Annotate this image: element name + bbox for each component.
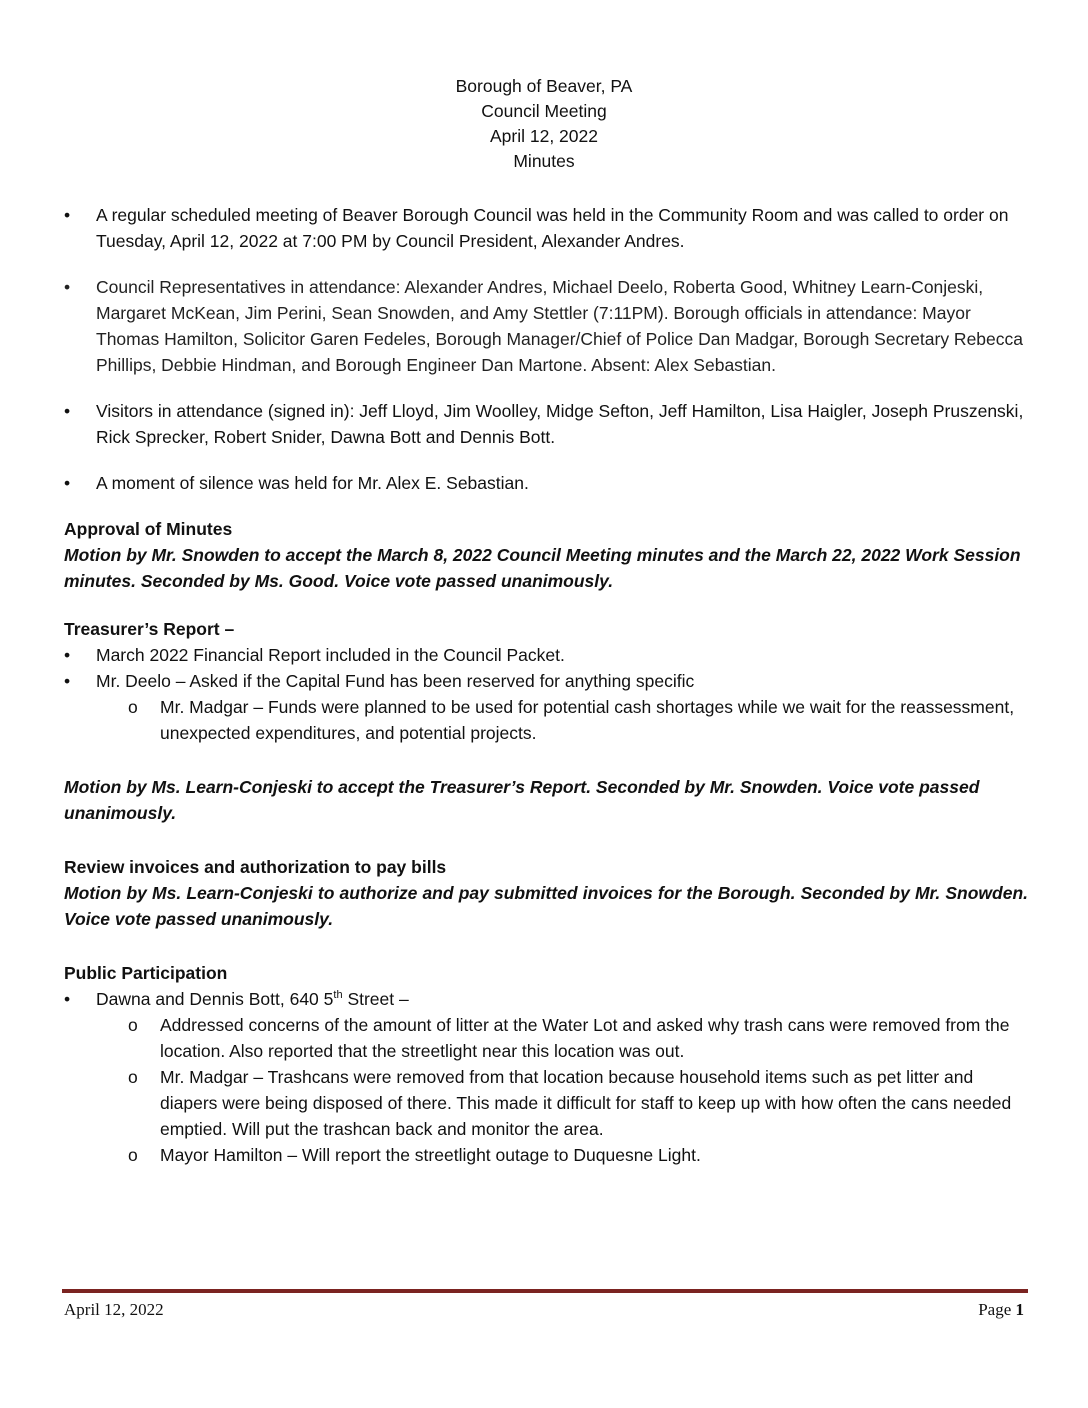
list-item-sup: th bbox=[333, 989, 343, 1002]
footer-divider bbox=[62, 1289, 1028, 1293]
motion-invoices: Motion by Ms. Learn-Conjeski to authorize and pay submitted invoices for the Borough. Seconded by Mr. Snowden. Voice vote passed unanimously. bbox=[64, 883, 1028, 929]
sub-item-text: Mr. Madgar – Funds were planned to be used for potential cash shortages while we wait for the reassessment, unexpected expenditures, and potential projects. bbox=[160, 697, 1015, 743]
footer-page-num: 1 bbox=[1015, 1300, 1024, 1319]
section-title-approval: Approval of Minutes bbox=[64, 519, 233, 539]
section-title-treasurer: Treasurer’s Report – bbox=[64, 619, 235, 639]
document-body bbox=[64, 202, 1028, 1168]
list-item-bott bbox=[64, 986, 1028, 1012]
header-meeting: Council Meeting bbox=[481, 101, 607, 121]
header-date: April 12, 2022 bbox=[490, 126, 598, 146]
sub-item-mayor-streetlight bbox=[64, 1142, 1028, 1168]
bullet-icon: • bbox=[64, 989, 71, 1009]
bullet-icon: • bbox=[64, 401, 71, 421]
bullet-text: A moment of silence was held for Mr. Alex E. Sebastian. bbox=[96, 473, 529, 493]
sub-bullet-icon: o bbox=[128, 697, 138, 717]
bullet-icon: • bbox=[64, 277, 71, 297]
sub-item-madgar-trashcans bbox=[64, 1064, 1028, 1142]
list-item-deelo bbox=[64, 668, 1028, 694]
bullet-text: Council Representatives in attendance: Alexander Andres, Michael Deelo, Roberta Good, Whitney Learn-Conjeski, Margaret McKean, Jim Perini, Sean Snowden, and Amy Stettler (7:11PM). Borough officials in attendance: Mayor Thomas Hamilton, Solicitor Garen Fedeles, Borough Manager/Chief of Police Dan Madgar, Borough Secretary Rebecca Phillips, Debbie Hindman, and Borough Engineer Dan Martone. Absent: Alex Sebastian. bbox=[96, 277, 1023, 375]
list-item-text: Mr. Deelo – Asked if the Capital Fund has been reserved for anything specific bbox=[96, 671, 695, 691]
sub-item-text: Mr. Madgar – Trashcans were removed from that location because household items such as pet litter and diapers were being disposed of there. This made it difficult for staff to keep up with how often the cans needed emptied. Will put the trashcan back and monitor the area. bbox=[160, 1067, 1012, 1139]
list-item-text: March 2022 Financial Report included in the Council Packet. bbox=[96, 645, 565, 665]
motion-approval: Motion by Mr. Snowden to accept the March 8, 2022 Council Meeting minutes and the March 22, 2022 Work Session minutes. Seconded by Ms. Good. Voice vote passed unanimously. bbox=[64, 545, 1021, 591]
footer-page-label: Page bbox=[978, 1300, 1012, 1319]
list-item-financial-report bbox=[64, 642, 1028, 668]
bullet-call-to-order bbox=[64, 202, 1028, 254]
sub-bullet-icon: o bbox=[128, 1145, 138, 1165]
sub-item-text: Mayor Hamilton – Will report the streetlight outage to Duquesne Light. bbox=[160, 1145, 701, 1165]
document-header bbox=[0, 74, 1088, 174]
footer-page-number bbox=[978, 1300, 1024, 1320]
motion-treasurer: Motion by Ms. Learn-Conjeski to accept the Treasurer’s Report. Seconded by Mr. Snowden. Voice vote passed unanimously. bbox=[64, 777, 980, 823]
bullet-attendance bbox=[64, 274, 1028, 378]
bullet-icon: • bbox=[64, 645, 71, 665]
sub-item-litter bbox=[64, 1012, 1028, 1064]
section-title-public: Public Participation bbox=[64, 963, 228, 983]
bullet-text: A regular scheduled meeting of Beaver Borough Council was held in the Community Room and was called to order on Tuesday, April 12, 2022 at 7:00 PM by Council President, Alexander Andres. bbox=[96, 205, 1009, 251]
bullet-moment-of-silence bbox=[64, 470, 1028, 496]
list-item-rest: Street – bbox=[342, 989, 409, 1009]
bullet-text: Visitors in attendance (signed in): Jeff Lloyd, Jim Woolley, Midge Sefton, Jeff Hamilton, Lisa Haigler, Joseph Pruszenski, Rick Sprecker, Robert Snider, Dawna Bott and Dennis Bott. bbox=[96, 401, 1024, 447]
bullet-visitors bbox=[64, 398, 1028, 450]
bullet-icon: • bbox=[64, 205, 71, 225]
list-item-name: Dawna and Dennis Bott, 640 5 bbox=[96, 989, 334, 1009]
header-org: Borough of Beaver, PA bbox=[455, 76, 633, 96]
sub-bullet-icon: o bbox=[128, 1015, 138, 1035]
sub-bullet-icon: o bbox=[128, 1067, 138, 1087]
header-title: Minutes bbox=[513, 151, 575, 171]
bullet-icon: • bbox=[64, 473, 71, 493]
section-title-invoices: Review invoices and authorization to pay bills bbox=[64, 857, 447, 877]
footer-date: April 12, 2022 bbox=[64, 1300, 164, 1319]
sub-item-madgar-funds bbox=[64, 694, 1028, 746]
sub-item-text: Addressed concerns of the amount of litter at the Water Lot and asked why trash cans were removed from the location. Also reported that the streetlight near this location was out. bbox=[160, 1015, 1010, 1061]
bullet-icon: • bbox=[64, 671, 71, 691]
